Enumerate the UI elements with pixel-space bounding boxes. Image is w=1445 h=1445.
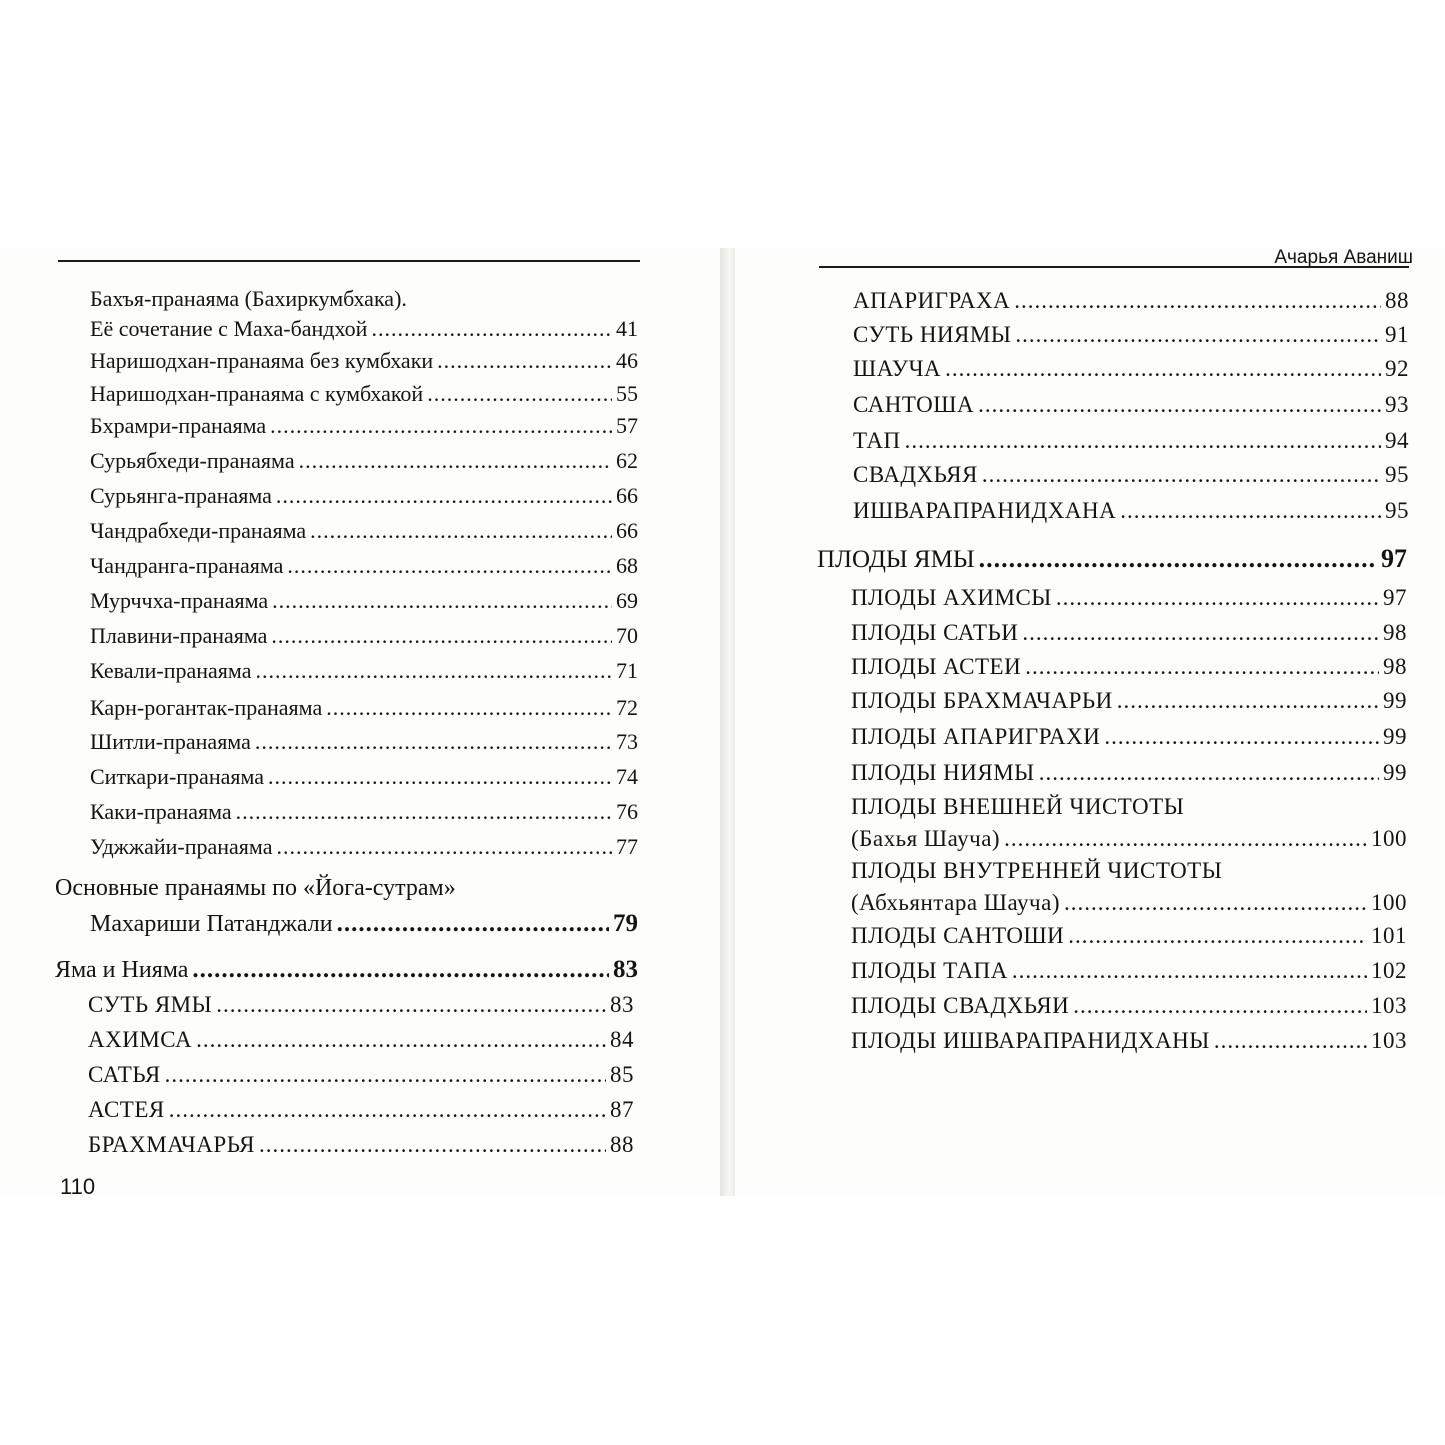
toc-entry: Наришодхан-пранаяма без кумбхаки ..... 46 <box>90 348 638 374</box>
toc-subentry: ПЛОДЫ САНТОШИ ..... 101 <box>851 923 1407 949</box>
toc-entry: ИШВАРАПРАНИДХАНА ..... 95 <box>853 498 1409 524</box>
toc-subentry: СУТЬ ЯМЫ ..... 83 <box>88 992 634 1018</box>
toc-subentry: ПЛОДЫ СВАДХЬЯИ ..... 103 <box>851 993 1407 1019</box>
toc-subentry: ПЛОДЫ ИШВАРАПРАНИДХАНЫ ..... 103 <box>851 1028 1407 1054</box>
toc-entry: АПАРИГРАХА ..... 88 <box>853 288 1409 314</box>
toc-subentry: ПЛОДЫ ТАПА ..... 102 <box>851 958 1407 984</box>
toc-subentry: ПЛОДЫ АПАРИГРАХИ ..... 99 <box>851 724 1407 750</box>
right-page <box>735 248 1445 1196</box>
section-entry: ПЛОДЫ ЯМЫ ..... 97 <box>817 544 1407 574</box>
toc-entry: Сурьябхеди-пранаяма ..... 62 <box>90 448 638 474</box>
book-gutter <box>720 248 735 1196</box>
toc-entry: Её сочетание с Маха-бандхой ..... 41 <box>90 316 638 342</box>
section-entry: Махариши Патанджали ..... 79 <box>90 910 638 938</box>
toc-entry: САНТОША ..... 93 <box>853 392 1409 418</box>
toc-entry: Сурьянга-пранаяма ..... 66 <box>90 483 638 509</box>
header-rule <box>58 260 640 262</box>
toc-entry: Каки-пранаяма ..... 76 <box>90 799 638 825</box>
section-entry: Яма и Нияма ..... 83 <box>55 956 638 984</box>
toc-subentry: ПЛОДЫ АХИМСЫ ..... 97 <box>851 585 1407 611</box>
toc-entry: Бхрамри-пранаяма ..... 57 <box>90 413 638 439</box>
toc-subentry: (Бахья Шауча) ..... 100 <box>851 826 1407 852</box>
toc-entry: ТАП ..... 94 <box>853 428 1409 454</box>
toc-entry: Мурччха-пранаяма ..... 69 <box>90 588 638 614</box>
toc-entry: Наришодхан-пранаяма с кумбхакой ..... 55 <box>90 381 638 407</box>
toc-entry: СУТЬ НИЯМЫ ..... 91 <box>853 322 1409 348</box>
toc-subentry: АСТЕЯ ..... 87 <box>88 1097 634 1123</box>
toc-subentry: ПЛОДЫ НИЯМЫ ..... 99 <box>851 760 1407 786</box>
toc-subentry: ПЛОДЫ АСТЕИ ..... 98 <box>851 654 1407 680</box>
toc-subentry-line1: ПЛОДЫ ВНЕШНЕЙ ЧИСТОТЫ <box>851 794 1185 819</box>
toc-subentry-line1: ПЛОДЫ ВНУТРЕННЕЙ ЧИСТОТЫ <box>851 858 1223 883</box>
toc-subentry: (Абхьянтара Шауча) ..... 100 <box>851 890 1407 916</box>
toc-entry: Шитли-пранаяма ..... 73 <box>90 729 638 755</box>
toc-entry: Чандранга-пранаяма ..... 68 <box>90 553 638 579</box>
toc-subentry: АХИМСА ..... 84 <box>88 1027 634 1053</box>
toc-entry: ШАУЧА ..... 92 <box>853 356 1409 382</box>
toc-subentry: ПЛОДЫ САТЬИ ..... 98 <box>851 620 1407 646</box>
toc-entry: СВАДХЬЯЯ ..... 95 <box>853 462 1409 488</box>
toc-entry: Кевали-пранаяма ..... 71 <box>90 658 638 684</box>
header-rule <box>819 266 1409 268</box>
toc-entry: Плавини-пранаяма ..... 70 <box>90 623 638 649</box>
section-title-line1: Основные пранаямы по «Йога-сутрам» <box>55 875 456 901</box>
toc-entry-line1: Бахъя-пранаяма (Бахиркумбхака). <box>90 286 407 311</box>
toc-entry: Уджжайи-пранаяма ..... 77 <box>90 834 638 860</box>
left-page <box>0 248 720 1196</box>
toc-subentry: БРАХМАЧАРЬЯ ..... 88 <box>88 1132 634 1158</box>
toc-subentry: САТЬЯ ..... 85 <box>88 1062 634 1088</box>
page-number: 110 <box>60 1174 96 1196</box>
running-head: Ачарья Аваниш <box>1274 248 1413 268</box>
toc-entry: Ситкари-пранаяма ..... 74 <box>90 764 638 790</box>
toc-subentry: ПЛОДЫ БРАХМАЧАРЬИ ..... 99 <box>851 688 1407 714</box>
toc-entry: Карн-рогантак-пранаяма ..... 72 <box>90 695 638 721</box>
toc-entry: Чандрабхеди-пранаяма ..... 66 <box>90 518 638 544</box>
